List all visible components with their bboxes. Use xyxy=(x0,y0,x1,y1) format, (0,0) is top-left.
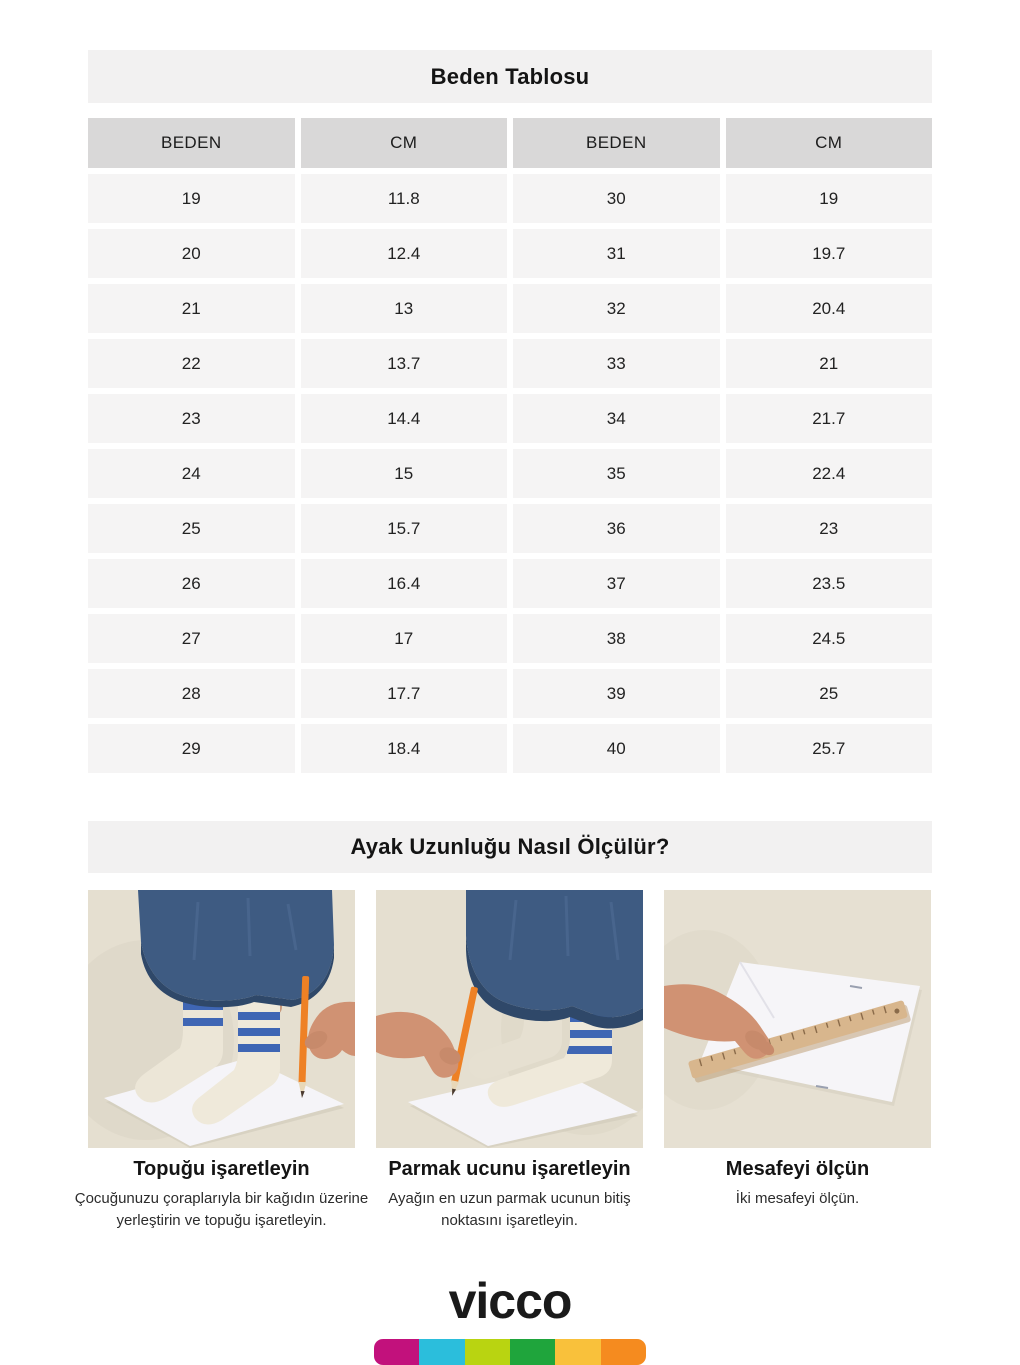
column-header-cm-left: CM xyxy=(301,118,508,168)
table-cell: 20.4 xyxy=(726,284,933,333)
step-heading: Topuğu işaretleyin xyxy=(133,1158,310,1180)
photo-mark-heel xyxy=(88,890,355,1148)
table-cell: 17.7 xyxy=(301,669,508,718)
table-cell: 37 xyxy=(513,559,720,608)
table-cell: 14.4 xyxy=(301,394,508,443)
table-cell: 18.4 xyxy=(301,724,508,773)
measure-steps xyxy=(74,890,932,1232)
table-cell: 30 xyxy=(513,174,720,223)
measure-section-title-bar xyxy=(88,821,932,873)
table-cell: 24 xyxy=(88,449,295,498)
table-cell: 17 xyxy=(301,614,508,663)
table-cell: 13 xyxy=(301,284,508,333)
step-measure-distance xyxy=(664,890,931,1232)
size-table xyxy=(88,118,932,773)
brand-bar-segment xyxy=(374,1339,419,1365)
table-cell: 35 xyxy=(513,449,720,498)
table-cell: 28 xyxy=(88,669,295,718)
table-cell: 25 xyxy=(88,504,295,553)
step-heading: Mesafeyi ölçün xyxy=(725,1158,870,1180)
table-cell: 19 xyxy=(726,174,933,223)
table-cell: 36 xyxy=(513,504,720,553)
photo-measure-ruler xyxy=(664,890,931,1148)
step-description: İki mesafeyi ölçün. xyxy=(735,1190,860,1207)
step-mark-heel xyxy=(74,890,369,1232)
footer xyxy=(0,1273,1020,1365)
table-cell: 39 xyxy=(513,669,720,718)
table-cell: 27 xyxy=(88,614,295,663)
size-table-title: Beden Tablosu xyxy=(430,63,590,89)
table-cell: 15 xyxy=(301,449,508,498)
table-cell: 25.7 xyxy=(726,724,933,773)
brand-bar-segment xyxy=(419,1339,464,1365)
table-cell: 16.4 xyxy=(301,559,508,608)
table-cell: 24.5 xyxy=(726,614,933,663)
table-cell: 33 xyxy=(513,339,720,388)
step-mark-toe xyxy=(376,890,643,1232)
table-cell: 29 xyxy=(88,724,295,773)
brand-logo: vicco xyxy=(448,1273,572,1329)
table-cell: 20 xyxy=(88,229,295,278)
step-heading: Parmak ucunu işaretleyin xyxy=(388,1158,631,1180)
table-cell: 15.7 xyxy=(301,504,508,553)
table-cell: 32 xyxy=(513,284,720,333)
brand-bar-segment xyxy=(510,1339,555,1365)
table-cell: 38 xyxy=(513,614,720,663)
brand-color-bar xyxy=(374,1339,646,1365)
measure-section-title: Ayak Uzunluğu Nasıl Ölçülür? xyxy=(350,834,670,859)
table-cell: 22 xyxy=(88,339,295,388)
table-cell: 21 xyxy=(88,284,295,333)
table-cell: 40 xyxy=(513,724,720,773)
table-cell: 31 xyxy=(513,229,720,278)
table-cell: 11.8 xyxy=(301,174,508,223)
brand-bar-segment xyxy=(465,1339,510,1365)
step-description: Ayağın en uzun parmak ucunun bitiş noktasını işaretleyin. xyxy=(388,1190,631,1229)
table-cell: 22.4 xyxy=(726,449,933,498)
step-description: Çocuğunuzu çoraplarıyla bir kağıdın üzerine yerleştirin ve topuğu işaretleyin. xyxy=(74,1190,369,1229)
table-cell: 21.7 xyxy=(726,394,933,443)
page-content xyxy=(74,0,932,1232)
size-table-title-bar xyxy=(88,50,932,103)
table-cell: 23.5 xyxy=(726,559,933,608)
brand-bar-segment xyxy=(555,1339,600,1365)
table-cell: 26 xyxy=(88,559,295,608)
photo-mark-toe xyxy=(376,890,643,1148)
table-cell: 19 xyxy=(88,174,295,223)
column-header-beden-right: BEDEN xyxy=(513,118,720,168)
brand-bar-segment xyxy=(601,1339,646,1365)
column-header-beden-left: BEDEN xyxy=(88,118,295,168)
table-cell: 13.7 xyxy=(301,339,508,388)
table-cell: 12.4 xyxy=(301,229,508,278)
table-cell: 34 xyxy=(513,394,720,443)
table-cell: 25 xyxy=(726,669,933,718)
table-cell: 21 xyxy=(726,339,933,388)
column-header-cm-right: CM xyxy=(726,118,933,168)
table-cell: 23 xyxy=(88,394,295,443)
table-cell: 19.7 xyxy=(726,229,933,278)
table-cell: 23 xyxy=(726,504,933,553)
